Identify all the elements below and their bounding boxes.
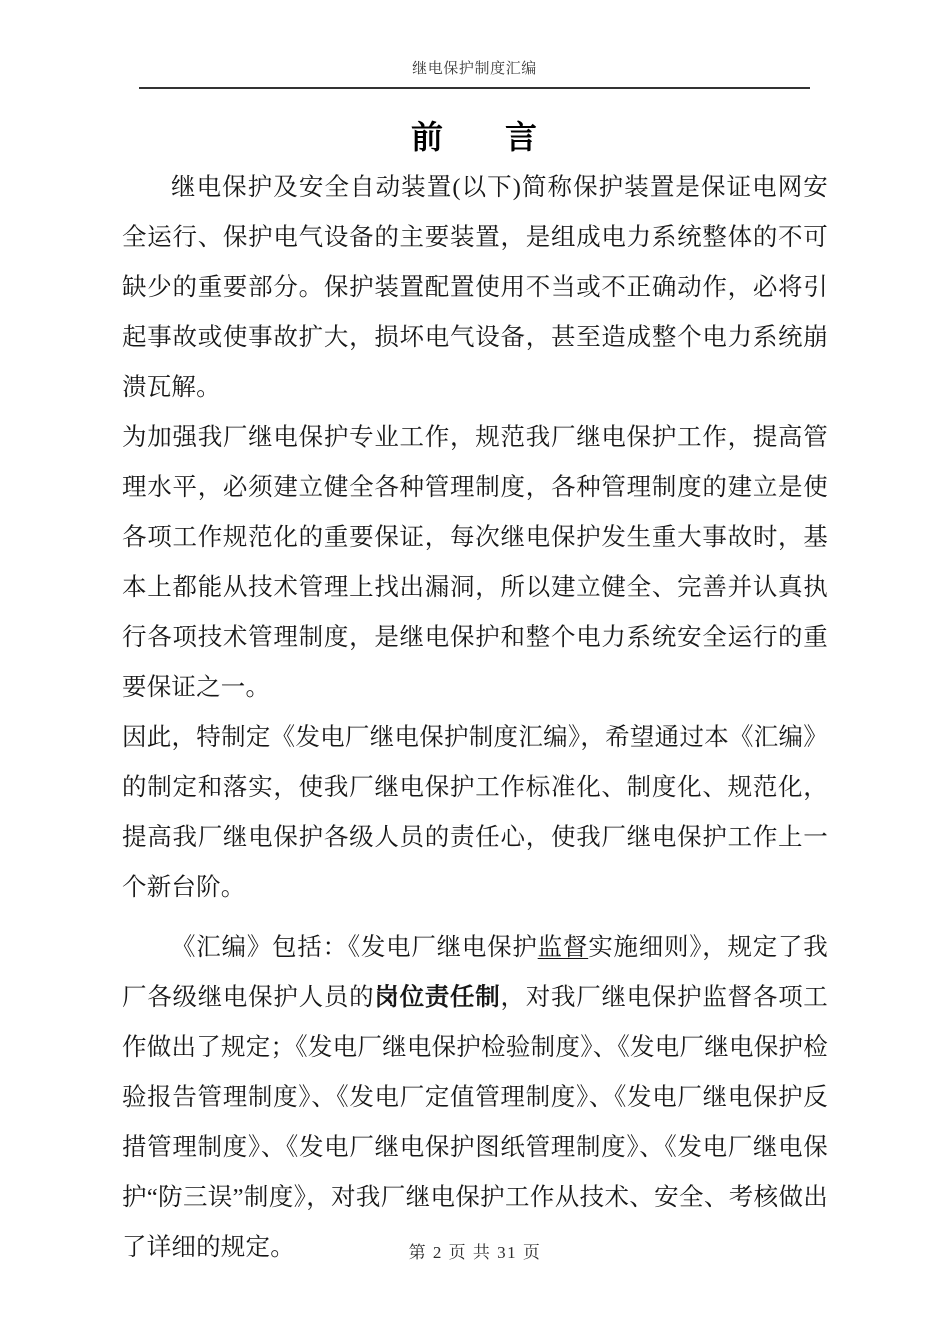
paragraph-1 [122, 163, 828, 413]
paragraph-2 [122, 413, 828, 713]
text-run-bold: 岗位责任制 [374, 984, 501, 1011]
page-number-text: 第 2 页 共 31 页 [408, 1243, 542, 1262]
text-run-normal: 为加强我厂继电保护专业工作，规范我厂继电保护工作，提高管理水平，必须建立健全各种管理制度，各种管理制度的建立是使各项工作规范化的重要保证，每次继电保护发生重大事故时，基本上都能从技术管理上找出漏洞，所以建立健全、完善并认真执行各项技术管理制度，是继电保护和整个电力系统安全运行的重要保证之一。 [122, 424, 828, 701]
text-run-normal: ，对我厂继电保护监督各项工作做出了规定；《发电厂继电保护检验制度》、《发电厂继电保护检验报告管理制度》、《发电厂定值管理制度》、《发电厂继电保护反措管理制度》、《发电厂继电保护图纸管理制度》、《发电厂继电保护“防三误”制度》，对我厂继电保护工作从技术、安全、考核做出了详细的规定。 [122, 984, 829, 1261]
text-run-normal: 《汇编》包括：《发电厂继电保护 [171, 934, 538, 961]
text-run-normal: 因此，特制定《发电厂继电保护制度汇编》，希望通过本《汇编》的制定和落实，使我厂继电保护工作标准化、制度化、规范化，提高我厂继电保护各级人员的责任心，使我厂继电保护工作上一个新台阶。 [122, 724, 828, 901]
paragraph-3 [122, 713, 828, 913]
page-footer [0, 1238, 950, 1263]
text-run-underline: 监督 [537, 934, 589, 961]
page-title: 前 言 [410, 119, 539, 155]
document-body [122, 163, 828, 1273]
text-run-normal: 继电保护及安全自动装置(以下)简称保护装置是保证电网安全运行、保护电气设备的主要装置，是组成电力系统整体的不可缺少的重要部分。保护装置配置使用不当或不正确动作，必将引起事故或使事故扩大，损坏电气设备，甚至造成整个电力系统崩溃瓦解。 [122, 174, 828, 401]
running-header-text: 继电保护制度汇编 [412, 61, 537, 77]
text-run-normal: 实施细则》，规定了我厂各级继电保护人员的 [122, 934, 829, 1011]
header-divider-rule [139, 87, 810, 89]
paragraph-4 [122, 923, 828, 1273]
